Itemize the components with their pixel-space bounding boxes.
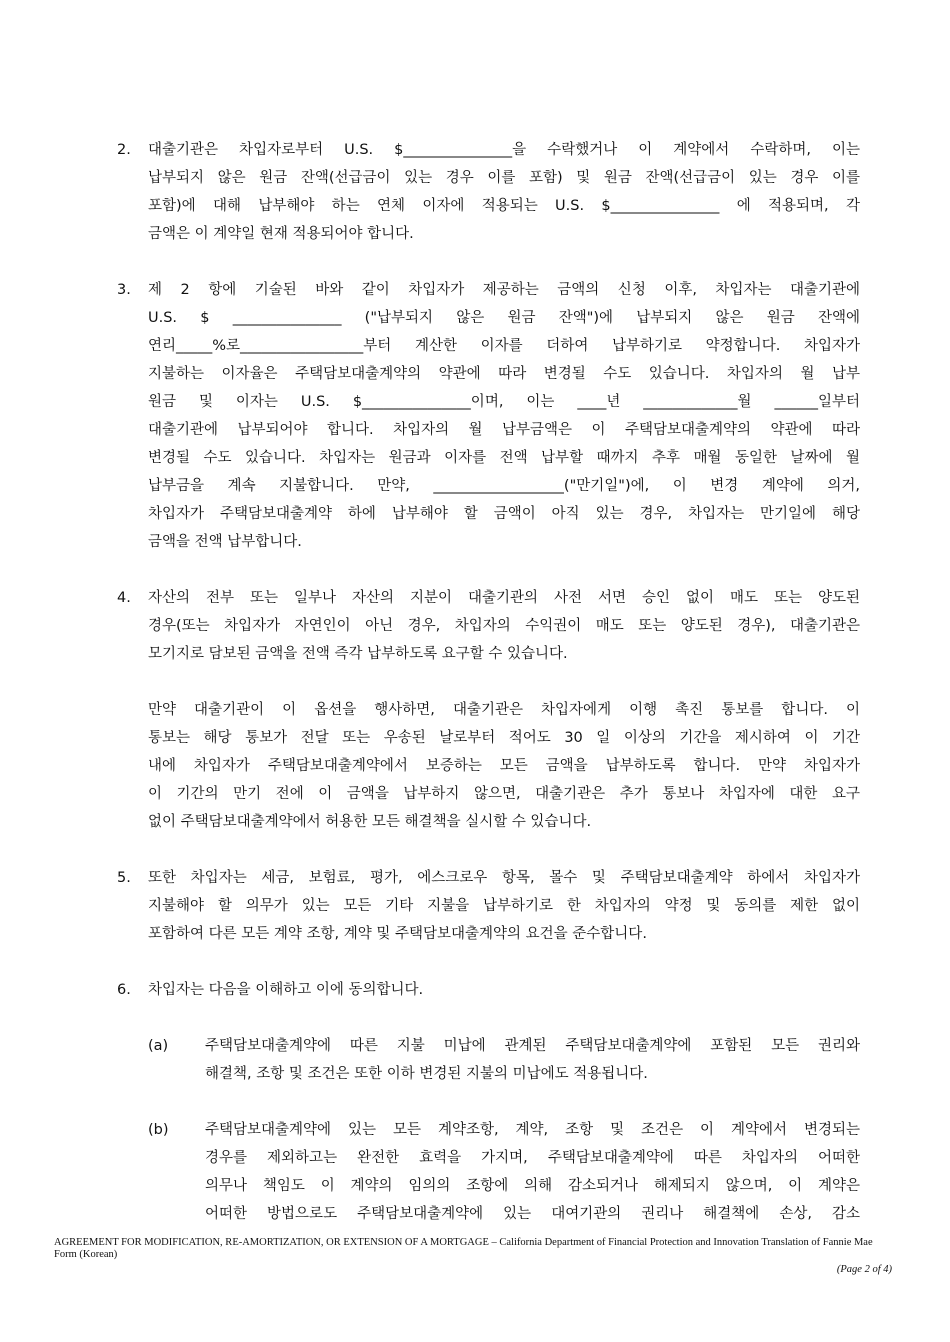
text-line: 지불해야 할 의무가 있는 모든 기타 지불을 납부하기로 한 차입자의 약정 및 동의를 제한 없이 [148, 898, 860, 914]
clause-3 [0, 276, 950, 556]
clause-number: (a) [148, 1038, 169, 1054]
clause-2 [0, 136, 950, 248]
text-line: 이 기간의 만기 전에 이 금액을 납부하지 않으면, 대출기관은 추가 통보나 차입자에 대한 요구 [148, 786, 860, 802]
clause-a [0, 1032, 950, 1088]
clause-paragraph [0, 696, 950, 836]
text-line: 차입자는 다음을 이해하고 이에 동의합니다. [148, 982, 424, 998]
text-line: 없이 주택담보대출계약에서 허용한 모든 해결책을 실시할 수 있습니다. [148, 814, 592, 830]
clause-4 [0, 584, 950, 668]
text-line: 납부되지 않은 원금 잔액(선급금이 있는 경우 이를 포함) 및 원금 잔액(선급금이 있는 경우 이를 [148, 170, 860, 186]
text-line: 연리_____%로_________________부터 계산한 이자를 더하여 납부하기로 약정합니다. 차입자가 [148, 338, 860, 354]
text-line: U.S. $ _______________ ("납부되지 않은 원금 잔액")에 납부되지 않은 원금 잔액에 [148, 310, 860, 326]
text-line: 자산의 전부 또는 일부나 자산의 지분이 대출기관의 사전 서면 승인 없이 매도 또는 양도된 [148, 590, 860, 606]
text-line: 통보는 해당 통보가 전달 또는 우송된 날로부터 적어도 30 일 이상의 기간을 제시하여 이 기간 [148, 730, 860, 746]
text-line: 차입자가 주택담보대출계약 하에 납부해야 할 금액이 아직 있는 경우, 차입자는 만기일에 해당 [148, 506, 860, 522]
text-line: 대출기관은 차입자로부터 U.S. $_______________을 수락했거나 이 계약에서 수락하며, 이는 [148, 142, 860, 158]
text-line: 포함)에 대해 납부해야 하는 연체 이자에 적용되는 U.S. $_______________ 에 적용되며, 각 [148, 198, 860, 214]
page-number [837, 1264, 892, 1275]
text-line: 내에 차입자가 주택담보대출계약에서 보증하는 모든 금액을 납부하도록 합니다. 만약 차입자가 [148, 758, 860, 774]
text-line: 주택담보대출계약에 있는 모든 계약조항, 계약, 조항 및 조건은 이 계약에서 변경되는 [205, 1122, 860, 1138]
text-line: 포함하여 다른 모든 계약 조항, 계약 및 주택담보대출계약의 요건을 준수합니다. [148, 926, 647, 942]
text-line: 모기지로 담보된 금액을 전액 즉각 납부하도록 요구할 수 있습니다. [148, 646, 568, 662]
clause-number: (b) [148, 1122, 169, 1138]
text-line: 경우를 제외하고는 완전한 효력을 가지며, 주택담보대출계약에 따른 차입자의 어떠한 [205, 1150, 860, 1166]
text-line: 대출기관에 납부되어야 합니다. 차입자의 월 납부금액은 이 주택담보대출계약의 약관에 따라 [148, 422, 860, 438]
clause-number: 5. [117, 870, 131, 886]
clause-6 [0, 976, 950, 1004]
text-line: 해결책, 조항 및 조건은 또한 이하 변경된 지불의 미납에도 적용됩니다. [205, 1066, 648, 1082]
clause-5 [0, 864, 950, 948]
text-line: 어떠한 방법으로도 주택담보대출계약에 있는 대여기관의 권리나 해결책에 손상, 감소 [205, 1206, 860, 1222]
text-line: 의무나 책임도 이 계약의 임의의 조항에 의해 감소되거나 해제되지 않으며, 이 계약은 [205, 1178, 860, 1194]
clause-number: 2. [117, 142, 131, 158]
text-line: 변경될 수도 있습니다. 차입자는 원금과 이자를 전액 납부할 때까지 추후 매월 동일한 날짜에 월 [148, 450, 860, 466]
page-number-text: (Page 2 of 4) [836, 1264, 892, 1275]
document-body [0, 136, 950, 1256]
text-line: 제 2 항에 기술된 바와 같이 차입자가 제공하는 금액의 신청 이후, 차입자는 대출기관에 [148, 282, 860, 298]
text-line: 지불하는 이자율은 주택담보대출계약의 약관에 따라 변경될 수도 있습니다. 차입자의 월 납부 [148, 366, 860, 382]
text-line: 금액은 이 계약일 현재 적용되어야 합니다. [148, 226, 414, 242]
text-line: 또한 차입자는 세금, 보험료, 평가, 에스크로우 항목, 몰수 및 주택담보대출계약 하에서 차입자가 [148, 870, 860, 886]
text-line: 금액을 전액 납부합니다. [148, 534, 302, 550]
text-line: 만약 대출기관이 이 옵션을 행사하면, 대출기관은 차입자에게 이행 촉진 통보를 합니다. 이 [148, 702, 860, 718]
footer-title: AGREEMENT FOR MODIFICATION, RE-AMORTIZATION, OR EXTENSION OF A MORTGAGE – California Department of Financial Protection and Innovation Translation of Fannie Mae Form (Korean) [54, 1237, 873, 1260]
text-line: 주택담보대출계약에 따른 지불 미납에 관계된 주택담보대출계약에 포함된 모든 권리와 [205, 1038, 860, 1054]
clause-number: 6. [117, 982, 131, 998]
text-line: 원금 및 이자는 U.S. $_______________이며, 이는 ____년 _____________월 ______일부터 [148, 394, 860, 410]
clause-b [0, 1116, 950, 1228]
text-line: 경우(또는 차입자가 자연인이 아닌 경우, 차입자의 수익권이 매도 또는 양도된 경우), 대출기관은 [148, 618, 860, 634]
clause-number: 4. [117, 590, 131, 606]
clause-number: 3. [117, 282, 131, 298]
text-line: 납부금을 계속 지불합니다. 만약, __________________("만기일")에, 이 변경 계약에 의거, [148, 478, 860, 494]
